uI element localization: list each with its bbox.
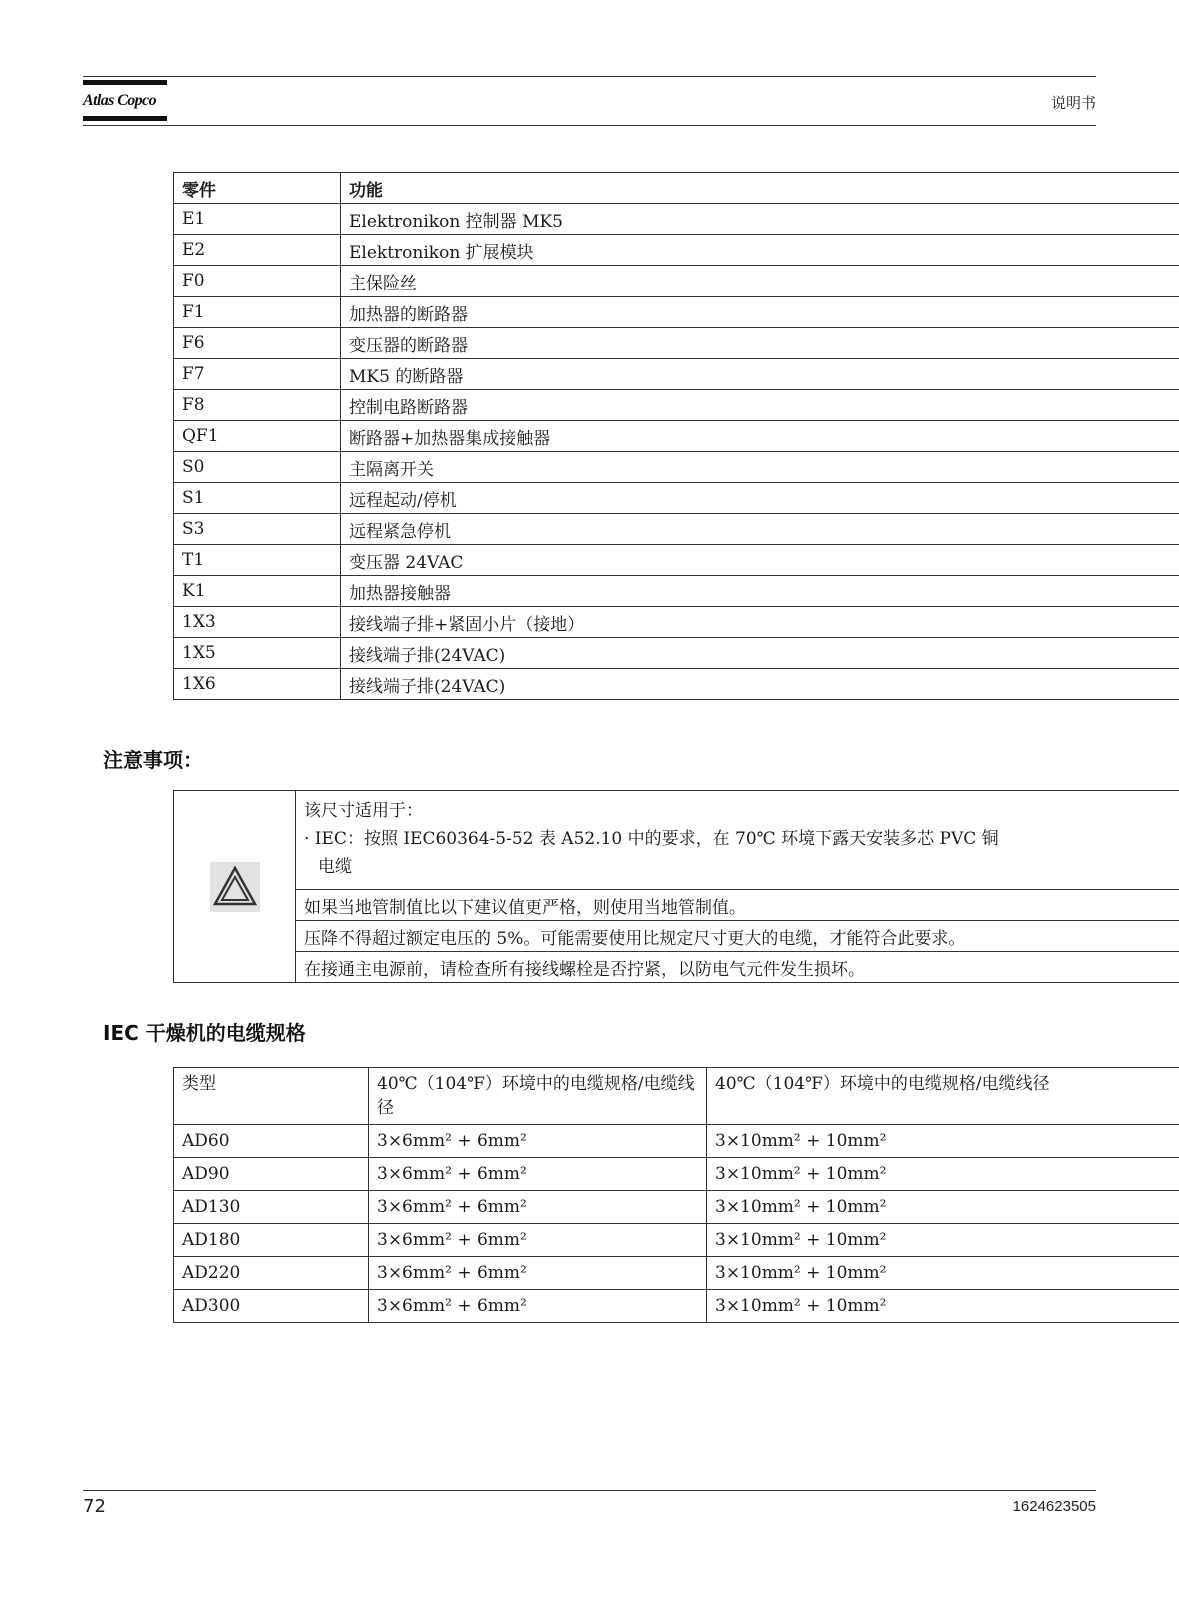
part-id: F0	[174, 266, 341, 297]
part-function: Elektronikon 控制器 MK5	[341, 204, 1179, 235]
cable-spec-2: 3×10mm² + 10mm²	[707, 1290, 1179, 1323]
cable-header-row	[174, 1068, 1179, 1125]
part-function: 主保险丝	[341, 266, 1179, 297]
part-function: 接线端子排(24VAC)	[341, 638, 1179, 669]
table-row	[174, 421, 1179, 452]
logo-text: Atlas Copco	[83, 92, 156, 109]
part-function: 断路器+加热器集成接触器	[341, 421, 1179, 452]
table-row	[174, 483, 1179, 514]
note-iec-bullet-cont: 电缆	[318, 857, 352, 877]
page-number: 72	[83, 1496, 106, 1517]
part-function: Elektronikon 扩展模块	[341, 235, 1179, 266]
note-applicability	[296, 791, 1179, 890]
part-function: 远程起动/停机	[341, 483, 1179, 514]
table-row	[174, 204, 1179, 235]
table-row	[174, 235, 1179, 266]
cable-spec-2: 3×10mm² + 10mm²	[707, 1191, 1179, 1224]
warning-icon-cell	[174, 791, 296, 983]
table-row	[174, 328, 1179, 359]
table-row	[174, 545, 1179, 576]
part-function: 主隔离开关	[341, 452, 1179, 483]
cable-spec-2: 3×10mm² + 10mm²	[707, 1158, 1179, 1191]
notes-row	[174, 921, 1179, 952]
document-type: 说明书	[1050, 94, 1096, 112]
part-function: 变压器 24VAC	[341, 545, 1179, 576]
table-row	[174, 669, 1179, 700]
part-function: 加热器接触器	[341, 576, 1179, 607]
table-row	[174, 1257, 1179, 1290]
table-row	[174, 514, 1179, 545]
part-id: T1	[174, 545, 341, 576]
warning-triangle-icon	[210, 862, 260, 912]
cable-spec-1: 3×6mm² + 6mm²	[369, 1224, 707, 1257]
part-id: 1X5	[174, 638, 341, 669]
part-id: F6	[174, 328, 341, 359]
note-item: 如果当地管制值比以下建议值更严格，则使用当地管制值。	[296, 890, 1179, 921]
table-row	[174, 576, 1179, 607]
cable-type: AD90	[174, 1158, 369, 1191]
part-id: E1	[174, 204, 341, 235]
part-function: 控制电路断路器	[341, 390, 1179, 421]
note-item: 在接通主电源前，请检查所有接线螺栓是否拧紧，以防电气元件发生损坏。	[296, 952, 1179, 983]
cable-header-spec-1: 40℃（104℉）环境中的电缆规格/电缆线径	[369, 1068, 707, 1125]
cable-header-spec-2: 40℃（104℉）环境中的电缆规格/电缆线径	[707, 1068, 1179, 1125]
table-row	[174, 452, 1179, 483]
cable-spec-table	[173, 1067, 1179, 1323]
part-id: K1	[174, 576, 341, 607]
part-id: 1X6	[174, 669, 341, 700]
table-row	[174, 1191, 1179, 1224]
cable-spec-1: 3×6mm² + 6mm²	[369, 1191, 707, 1224]
notes-table	[173, 790, 1179, 983]
table-row	[174, 1158, 1179, 1191]
cable-spec-1: 3×6mm² + 6mm²	[369, 1257, 707, 1290]
document-number: 1624623505	[1012, 1498, 1096, 1515]
table-row	[174, 1125, 1179, 1158]
part-id: E2	[174, 235, 341, 266]
cable-spec-1: 3×6mm² + 6mm²	[369, 1125, 707, 1158]
part-id: F8	[174, 390, 341, 421]
cable-spec-2: 3×10mm² + 10mm²	[707, 1125, 1179, 1158]
part-function: 加热器的断路器	[341, 297, 1179, 328]
table-row	[174, 390, 1179, 421]
table-row	[174, 359, 1179, 390]
parts-header-part: 零件	[174, 173, 341, 204]
notes-section-title: 注意事项：	[103, 748, 203, 772]
part-id: S3	[174, 514, 341, 545]
cable-spec-2: 3×10mm² + 10mm²	[707, 1224, 1179, 1257]
table-row	[174, 607, 1179, 638]
header-top-rule	[83, 76, 1096, 77]
footer-rule	[83, 1490, 1096, 1491]
cable-type: AD180	[174, 1224, 369, 1257]
page-header	[83, 74, 1096, 128]
cable-spec-1: 3×6mm² + 6mm²	[369, 1290, 707, 1323]
notes-row	[174, 791, 1179, 890]
part-id: S0	[174, 452, 341, 483]
part-id: QF1	[174, 421, 341, 452]
note-intro: 该尺寸适用于：	[304, 801, 423, 821]
cable-header-type: 类型	[174, 1068, 369, 1125]
notes-row	[174, 890, 1179, 921]
table-row	[174, 638, 1179, 669]
logo-top-bar	[83, 80, 167, 85]
notes-row	[174, 952, 1179, 983]
cable-spec-title: IEC 干燥机的电缆规格	[103, 1021, 306, 1045]
part-function: MK5 的断路器	[341, 359, 1179, 390]
parts-table-header-row	[174, 173, 1179, 204]
logo-bottom-bar	[83, 116, 167, 121]
cable-type: AD60	[174, 1125, 369, 1158]
cable-type: AD130	[174, 1191, 369, 1224]
part-id: F7	[174, 359, 341, 390]
parts-table	[173, 172, 1179, 700]
header-bottom-rule	[83, 125, 1096, 126]
part-function: 接线端子排(24VAC)	[341, 669, 1179, 700]
table-row	[174, 1290, 1179, 1323]
cable-spec-1: 3×6mm² + 6mm²	[369, 1158, 707, 1191]
part-function: 远程紧急停机	[341, 514, 1179, 545]
atlas-copco-logo	[83, 80, 167, 122]
part-id: 1X3	[174, 607, 341, 638]
cable-type: AD220	[174, 1257, 369, 1290]
cable-type: AD300	[174, 1290, 369, 1323]
cable-spec-2: 3×10mm² + 10mm²	[707, 1257, 1179, 1290]
note-iec-bullet: · IEC：按照 IEC60364-5-52 表 A52.10 中的要求，在 70℃ 环境下露天安装多芯 PVC 铜	[304, 829, 999, 849]
part-id: F1	[174, 297, 341, 328]
part-id: S1	[174, 483, 341, 514]
note-item: 压降不得超过额定电压的 5%。可能需要使用比规定尺寸更大的电缆，才能符合此要求。	[296, 921, 1179, 952]
table-row	[174, 266, 1179, 297]
part-function: 变压器的断路器	[341, 328, 1179, 359]
part-function: 接线端子排+紧固小片（接地）	[341, 607, 1179, 638]
table-row	[174, 1224, 1179, 1257]
table-row	[174, 297, 1179, 328]
parts-header-function: 功能	[341, 173, 1179, 204]
